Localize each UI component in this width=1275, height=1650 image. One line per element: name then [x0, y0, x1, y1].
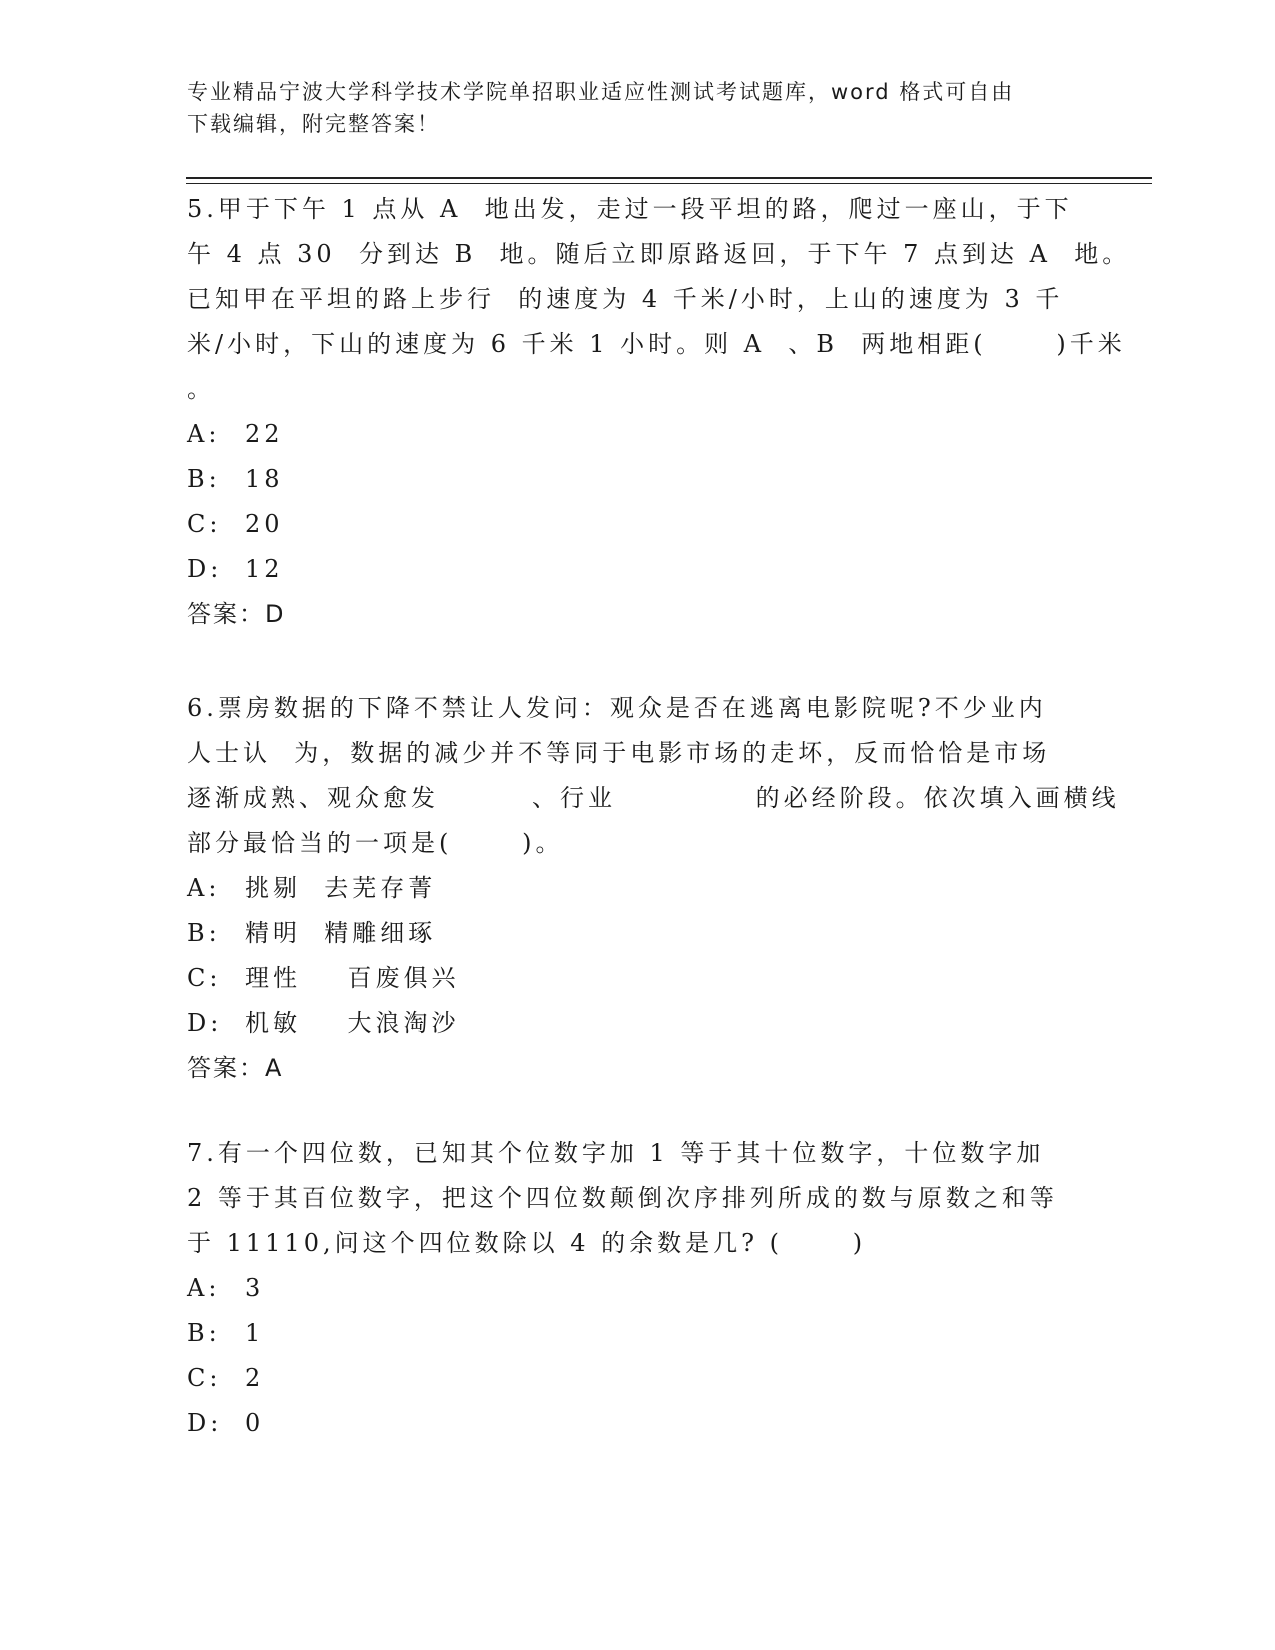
- option-d: [187, 1401, 1087, 1446]
- question-line: 已知甲在平坦的路上步行 的速度为 4 千米/小时，上山的速度为 3 千: [187, 285, 1064, 313]
- option-label: A:: [187, 1274, 221, 1302]
- option-text: 机敏 大浪淘沙: [245, 1009, 460, 1037]
- option-text: 挑剔 去芜存菁: [245, 874, 437, 902]
- header-line-2: 下载编辑，附完整答案！: [187, 112, 440, 136]
- document-header: [187, 76, 1067, 140]
- option-b: [187, 1311, 1087, 1356]
- option-text: 理性 百废俱兴: [245, 964, 460, 992]
- option-label: B:: [187, 919, 221, 947]
- option-text: 12: [245, 555, 284, 583]
- question-line: 6.票房数据的下降不禁让人发问：观众是否在逃离电影院呢?不少业内: [187, 694, 1047, 722]
- option-text: 22: [245, 420, 284, 448]
- question-line: 7.有一个四位数，已知其个位数字加 1 等于其十位数字，十位数字加: [187, 1139, 1045, 1167]
- question-6: [187, 686, 1120, 1091]
- question-line: 午 4 点 30 分到达 B 地。随后立即原路返回，于下午 7 点到达 A 地。: [187, 240, 1131, 268]
- option-d: [187, 1001, 1087, 1046]
- question-line: 于 11110,问这个四位数除以 4 的余数是几? ( ): [187, 1229, 867, 1257]
- option-text: 0: [245, 1409, 265, 1437]
- option-label: C:: [187, 510, 222, 538]
- question-7: [187, 1131, 1087, 1446]
- option-label: C:: [187, 964, 222, 992]
- question-line: 部分最恰当的一项是( )。: [187, 829, 564, 857]
- option-a: [187, 1266, 1087, 1311]
- option-label: B:: [187, 465, 221, 493]
- option-label: B:: [187, 1319, 221, 1347]
- option-label: D:: [187, 1009, 223, 1037]
- option-label: D:: [187, 555, 223, 583]
- option-c: [187, 1356, 1087, 1401]
- option-c: [187, 956, 1087, 1001]
- option-b: [187, 457, 1087, 502]
- option-label: A:: [187, 420, 221, 448]
- question-line: 米/小时，下山的速度为 6 千米 1 小时。则 A 、B 两地相距( )千米: [187, 330, 1126, 358]
- answer-text: 答案：A: [187, 1054, 284, 1082]
- option-text: 20: [245, 510, 284, 538]
- option-label: A:: [187, 874, 221, 902]
- question-line: 。: [187, 375, 215, 403]
- option-a: [187, 866, 1087, 911]
- option-label: C:: [187, 1364, 222, 1392]
- option-c: [187, 502, 1087, 547]
- question-5: [187, 187, 1131, 637]
- option-text: 18: [245, 465, 284, 493]
- option-text: 1: [245, 1319, 265, 1347]
- option-text: 3: [245, 1274, 265, 1302]
- option-b: [187, 911, 1087, 956]
- option-text: 精明 精雕细琢: [245, 919, 437, 947]
- header-line-1: 专业精品宁波大学科学技术学院单招职业适应性测试考试题库，word 格式可自由: [187, 80, 1015, 104]
- question-line: 5.甲于下午 1 点从 A 地出发，走过一段平坦的路，爬过一座山，于下: [187, 195, 1073, 223]
- header-rule-thick: [186, 177, 1152, 179]
- question-line: 逐渐成熟、观众愈发 、行业 的必经阶段。依次填入画横线: [187, 784, 1120, 812]
- option-label: D:: [187, 1409, 223, 1437]
- option-text: 2: [245, 1364, 265, 1392]
- question-line: 人士认 为，数据的减少并不等同于电影市场的走坏，反而恰恰是市场: [187, 739, 1051, 767]
- question-line: 2 等于其百位数字，把这个四位数颠倒次序排列所成的数与原数之和等: [187, 1184, 1058, 1212]
- option-d: [187, 547, 1087, 592]
- option-a: [187, 412, 1087, 457]
- answer-text: 答案：D: [187, 600, 286, 628]
- header-rule-thin: [186, 183, 1152, 184]
